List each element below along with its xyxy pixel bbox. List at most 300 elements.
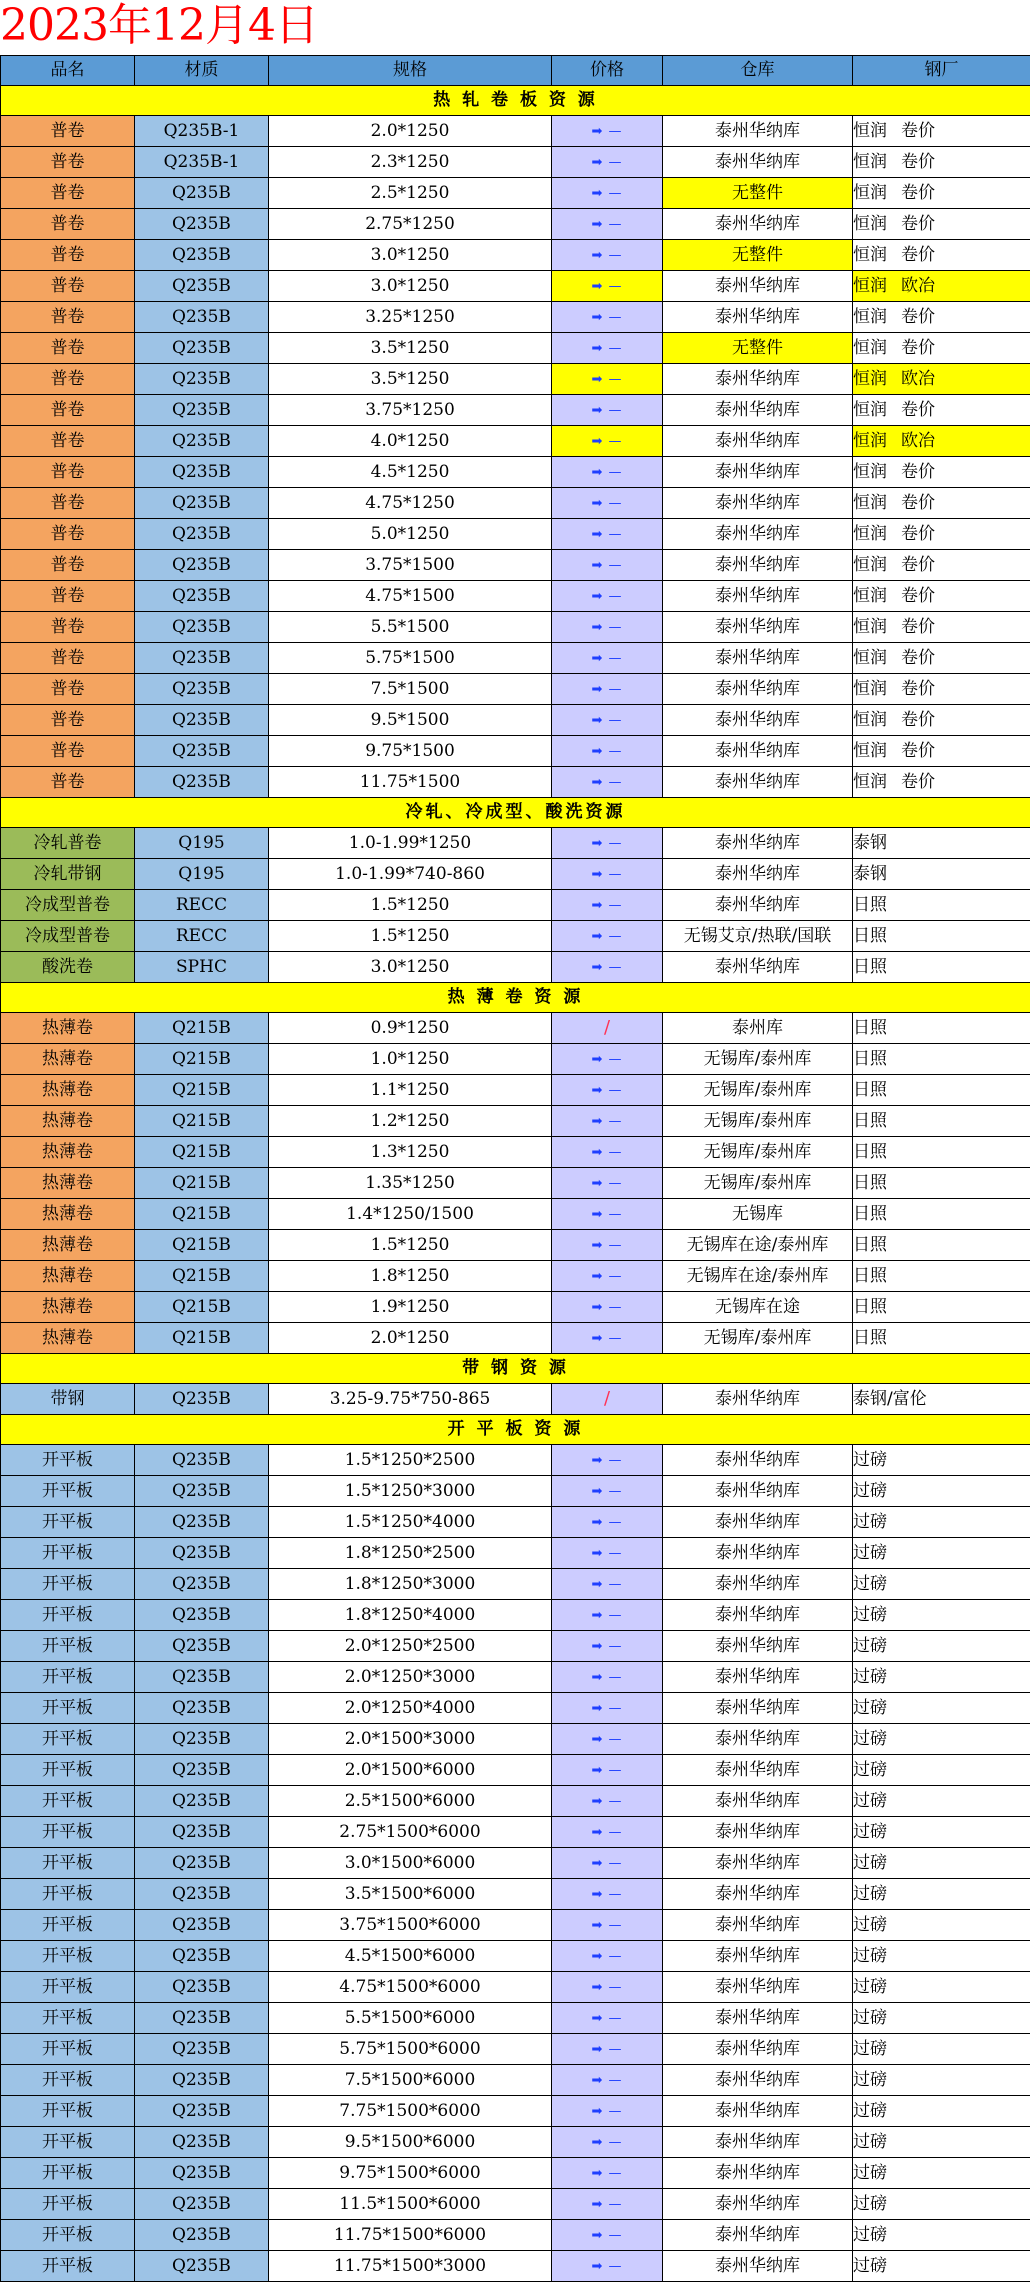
cell-spec: 1.8*1250*4000 xyxy=(269,1600,552,1631)
cell-price xyxy=(552,209,663,240)
mill-name: 恒润 xyxy=(853,244,887,265)
cell-warehouse: 泰州华纳库 xyxy=(663,209,853,240)
cell-mill xyxy=(853,2158,1030,2189)
section-title: 带 钢 资 源 xyxy=(1,1354,1030,1384)
cell-material: Q195 xyxy=(135,859,269,890)
table-row xyxy=(1,581,1030,612)
mill-name: 恒润 xyxy=(853,616,887,637)
mill-name: 恒润 xyxy=(853,182,887,203)
cell-product-name: 热薄卷 xyxy=(1,1168,135,1199)
arrow-right-icon: ➡ — xyxy=(591,1577,623,1592)
mill-name: 过磅 xyxy=(853,1728,887,1749)
cell-product-name: 开平板 xyxy=(1,1662,135,1693)
cell-material: Q215B xyxy=(135,1323,269,1354)
cell-warehouse: 泰州华纳库 xyxy=(663,2096,853,2127)
arrow-right-icon: ➡ — xyxy=(591,2259,623,2274)
arrow-right-icon: ➡ — xyxy=(591,960,623,975)
cell-product-name: 开平板 xyxy=(1,2158,135,2189)
header-row xyxy=(1,56,1030,86)
arrow-right-icon: ➡ — xyxy=(591,2228,623,2243)
cell-price xyxy=(552,1323,663,1354)
cell-product-name: 开平板 xyxy=(1,1507,135,1538)
cell-price xyxy=(552,1044,663,1075)
price-basis: 卷价 xyxy=(901,616,935,637)
cell-material: Q235B xyxy=(135,2220,269,2251)
cell-warehouse: 无锡库在途 xyxy=(663,1292,853,1323)
table-row xyxy=(1,116,1030,147)
price-basis: 卷价 xyxy=(901,337,935,358)
mill-name: 泰钢/富伦 xyxy=(853,1388,927,1409)
table-row xyxy=(1,1848,1030,1879)
mill-name: 过磅 xyxy=(853,1697,887,1718)
cell-price xyxy=(552,1230,663,1261)
cell-warehouse: 泰州华纳库 xyxy=(663,1786,853,1817)
price-basis: 卷价 xyxy=(901,492,935,513)
price-basis: 卷价 xyxy=(901,213,935,234)
cell-product-name: 开平板 xyxy=(1,1569,135,1600)
cell-spec: 2.0*1250*4000 xyxy=(269,1693,552,1724)
cell-mill xyxy=(853,1168,1030,1199)
cell-price xyxy=(552,178,663,209)
cell-spec: 3.75*1250 xyxy=(269,395,552,426)
table-row xyxy=(1,1445,1030,1476)
mill-name: 恒润 xyxy=(853,213,887,234)
cell-price xyxy=(552,240,663,271)
arrow-right-icon: ➡ — xyxy=(591,1484,623,1499)
cell-price xyxy=(552,736,663,767)
arrow-right-icon: ➡ — xyxy=(591,1856,623,1871)
cell-warehouse: 泰州华纳库 xyxy=(663,116,853,147)
cell-product-name: 普卷 xyxy=(1,705,135,736)
cell-spec: 11.5*1500*6000 xyxy=(269,2189,552,2220)
cell-price xyxy=(552,1476,663,1507)
cell-warehouse: 泰州华纳库 xyxy=(663,859,853,890)
mill-name: 恒润 xyxy=(853,554,887,575)
table-body xyxy=(1,56,1030,2282)
cell-mill xyxy=(853,457,1030,488)
cell-product-name: 酸洗卷 xyxy=(1,952,135,983)
cell-product-name: 开平板 xyxy=(1,1631,135,1662)
mill-name: 恒润 xyxy=(853,709,887,730)
arrow-right-icon: ➡ — xyxy=(591,1300,623,1315)
cell-mill xyxy=(853,674,1030,705)
cell-material: Q235B xyxy=(135,2003,269,2034)
table-row xyxy=(1,1137,1030,1168)
section-row xyxy=(1,1415,1030,1445)
arrow-right-icon: ➡ — xyxy=(591,1176,623,1191)
cell-warehouse: 无整件 xyxy=(663,240,853,271)
cell-mill xyxy=(853,519,1030,550)
arrow-right-icon: ➡ — xyxy=(591,682,623,697)
cell-price xyxy=(552,395,663,426)
arrow-right-icon: ➡ — xyxy=(591,124,623,139)
cell-warehouse: 泰州华纳库 xyxy=(663,1724,853,1755)
cell-material: Q235B xyxy=(135,1848,269,1879)
cell-mill xyxy=(853,2065,1030,2096)
cell-mill xyxy=(853,1879,1030,1910)
cell-price xyxy=(552,581,663,612)
cell-mill xyxy=(853,488,1030,519)
mill-name: 恒润 xyxy=(853,461,887,482)
mill-name: 过磅 xyxy=(853,2100,887,2121)
cell-warehouse: 泰州华纳库 xyxy=(663,2189,853,2220)
cell-price xyxy=(552,519,663,550)
header-cell-mill: 钢厂 xyxy=(853,56,1030,86)
cell-warehouse: 无锡库/泰州库 xyxy=(663,1044,853,1075)
mill-name: 恒润 xyxy=(853,585,887,606)
cell-price xyxy=(552,1941,663,1972)
cell-price xyxy=(552,1292,663,1323)
cell-mill xyxy=(853,2003,1030,2034)
cell-material: Q235B xyxy=(135,1972,269,2003)
cell-spec: 3.0*1250 xyxy=(269,271,552,302)
arrow-right-icon: ➡ — xyxy=(591,1052,623,1067)
cell-material: Q235B xyxy=(135,1786,269,1817)
cell-spec: 4.5*1500*6000 xyxy=(269,1941,552,1972)
mill-name: 过磅 xyxy=(853,2255,887,2276)
cell-spec: 7.75*1500*6000 xyxy=(269,2096,552,2127)
mill-name: 日照 xyxy=(853,1203,887,1224)
cell-spec: 1.2*1250 xyxy=(269,1106,552,1137)
table-row xyxy=(1,1323,1030,1354)
cell-price xyxy=(552,1693,663,1724)
cell-material: Q235B xyxy=(135,1941,269,1972)
table-row xyxy=(1,302,1030,333)
cell-mill xyxy=(853,1848,1030,1879)
mill-name: 泰钢 xyxy=(853,863,887,884)
cell-spec: 1.8*1250*2500 xyxy=(269,1538,552,1569)
cell-warehouse: 泰州华纳库 xyxy=(663,1538,853,1569)
mill-name: 日照 xyxy=(853,1141,887,1162)
cell-spec: 1.35*1250 xyxy=(269,1168,552,1199)
table-row xyxy=(1,921,1030,952)
arrow-right-icon: ➡ — xyxy=(591,2073,623,2088)
price-basis: 卷价 xyxy=(901,740,935,761)
table-row xyxy=(1,2251,1030,2282)
cell-warehouse: 泰州华纳库 xyxy=(663,2003,853,2034)
cell-spec: 11.75*1500*3000 xyxy=(269,2251,552,2282)
cell-spec: 3.5*1250 xyxy=(269,364,552,395)
cell-mill xyxy=(853,2034,1030,2065)
cell-product-name: 普卷 xyxy=(1,519,135,550)
price-table xyxy=(0,55,1030,2282)
cell-warehouse: 泰州华纳库 xyxy=(663,364,853,395)
cell-price xyxy=(552,2034,663,2065)
mill-name: 过磅 xyxy=(853,2007,887,2028)
mill-name: 过磅 xyxy=(853,2131,887,2152)
cell-material: Q235B xyxy=(135,1631,269,1662)
cell-material: Q235B xyxy=(135,488,269,519)
cell-warehouse: 泰州华纳库 xyxy=(663,1569,853,1600)
price-basis: 卷价 xyxy=(901,151,935,172)
cell-spec: 3.25*1250 xyxy=(269,302,552,333)
cell-price xyxy=(552,1631,663,1662)
cell-spec: 1.1*1250 xyxy=(269,1075,552,1106)
cell-product-name: 热薄卷 xyxy=(1,1044,135,1075)
slash-icon: / xyxy=(603,1388,611,1409)
cell-mill xyxy=(853,2220,1030,2251)
cell-product-name: 开平板 xyxy=(1,2065,135,2096)
cell-spec: 4.0*1250 xyxy=(269,426,552,457)
price-basis: 欧冶 xyxy=(901,275,935,296)
cell-product-name: 普卷 xyxy=(1,767,135,798)
cell-spec: 2.0*1500*6000 xyxy=(269,1755,552,1786)
arrow-right-icon: ➡ — xyxy=(591,2135,623,2150)
cell-spec: 2.75*1250 xyxy=(269,209,552,240)
cell-material: Q235B xyxy=(135,1755,269,1786)
cell-mill xyxy=(853,1292,1030,1323)
mill-name: 过磅 xyxy=(853,1666,887,1687)
table-row xyxy=(1,1292,1030,1323)
cell-mill xyxy=(853,1384,1030,1415)
table-row xyxy=(1,643,1030,674)
arrow-right-icon: ➡ — xyxy=(591,2011,623,2026)
arrow-right-icon: ➡ — xyxy=(591,155,623,170)
price-basis: 卷价 xyxy=(901,306,935,327)
section-title: 冷轧、冷成型、酸洗资源 xyxy=(1,798,1030,828)
price-basis: 卷价 xyxy=(901,120,935,141)
slash-icon: / xyxy=(603,1017,611,1038)
cell-mill xyxy=(853,1662,1030,1693)
arrow-right-icon: ➡ — xyxy=(591,434,623,449)
table-row xyxy=(1,736,1030,767)
cell-price xyxy=(552,1972,663,2003)
table-row xyxy=(1,1569,1030,1600)
cell-warehouse: 无锡库/泰州库 xyxy=(663,1168,853,1199)
cell-product-name: 普卷 xyxy=(1,271,135,302)
cell-spec: 1.8*1250*3000 xyxy=(269,1569,552,1600)
cell-material: Q235B xyxy=(135,612,269,643)
table-row xyxy=(1,395,1030,426)
cell-price xyxy=(552,1384,663,1415)
mill-name: 过磅 xyxy=(853,1511,887,1532)
cell-warehouse: 泰州华纳库 xyxy=(663,1817,853,1848)
cell-warehouse: 泰州华纳库 xyxy=(663,1693,853,1724)
cell-product-name: 热薄卷 xyxy=(1,1013,135,1044)
cell-mill xyxy=(853,1600,1030,1631)
table-row xyxy=(1,1507,1030,1538)
cell-mill xyxy=(853,1137,1030,1168)
cell-material: Q195 xyxy=(135,828,269,859)
cell-warehouse: 泰州华纳库 xyxy=(663,2127,853,2158)
cell-warehouse: 泰州华纳库 xyxy=(663,1879,853,1910)
price-basis: 卷价 xyxy=(901,647,935,668)
cell-price xyxy=(552,1879,663,1910)
cell-price xyxy=(552,1106,663,1137)
cell-price xyxy=(552,457,663,488)
cell-price xyxy=(552,952,663,983)
cell-price xyxy=(552,1817,663,1848)
section-title: 热 轧 卷 板 资 源 xyxy=(1,86,1030,116)
table-row xyxy=(1,2127,1030,2158)
cell-material: Q235B xyxy=(135,2034,269,2065)
cell-price xyxy=(552,550,663,581)
arrow-right-icon: ➡ — xyxy=(591,1083,623,1098)
section-title: 开 平 板 资 源 xyxy=(1,1415,1030,1445)
cell-product-name: 开平板 xyxy=(1,2127,135,2158)
cell-product-name: 开平板 xyxy=(1,1600,135,1631)
price-basis: 卷价 xyxy=(901,554,935,575)
cell-product-name: 普卷 xyxy=(1,457,135,488)
cell-product-name: 开平板 xyxy=(1,1476,135,1507)
cell-mill xyxy=(853,643,1030,674)
cell-product-name: 开平板 xyxy=(1,1755,135,1786)
cell-material: Q235B xyxy=(135,2251,269,2282)
cell-mill xyxy=(853,1724,1030,1755)
cell-spec: 2.3*1250 xyxy=(269,147,552,178)
mill-name: 过磅 xyxy=(853,1852,887,1873)
cell-price xyxy=(552,1168,663,1199)
cell-warehouse: 泰州华纳库 xyxy=(663,2251,853,2282)
cell-material: Q215B xyxy=(135,1137,269,1168)
cell-material: Q215B xyxy=(135,1168,269,1199)
cell-product-name: 热薄卷 xyxy=(1,1075,135,1106)
cell-mill xyxy=(853,1261,1030,1292)
table-row xyxy=(1,1168,1030,1199)
arrow-right-icon: ➡ — xyxy=(591,310,623,325)
page-title: 2023年12月4日 xyxy=(0,0,318,51)
arrow-right-icon: ➡ — xyxy=(591,2166,623,2181)
mill-name: 日照 xyxy=(853,1079,887,1100)
arrow-right-icon: ➡ — xyxy=(591,279,623,294)
cell-material: Q235B xyxy=(135,1662,269,1693)
cell-spec: 1.0-1.99*740-860 xyxy=(269,859,552,890)
cell-product-name: 开平板 xyxy=(1,1724,135,1755)
header-cell-material: 材质 xyxy=(135,56,269,86)
cell-mill xyxy=(853,890,1030,921)
mill-name: 过磅 xyxy=(853,1542,887,1563)
mill-name: 日照 xyxy=(853,1265,887,1286)
cell-mill xyxy=(853,426,1030,457)
table-row xyxy=(1,333,1030,364)
cell-price xyxy=(552,1137,663,1168)
mill-name: 过磅 xyxy=(853,1914,887,1935)
table-row xyxy=(1,2096,1030,2127)
cell-price xyxy=(552,271,663,302)
cell-material: Q235B xyxy=(135,1538,269,1569)
cell-price xyxy=(552,2003,663,2034)
table-row xyxy=(1,178,1030,209)
cell-product-name: 开平板 xyxy=(1,1848,135,1879)
table-row xyxy=(1,519,1030,550)
cell-material: Q235B xyxy=(135,1384,269,1415)
cell-material: Q235B xyxy=(135,457,269,488)
cell-product-name: 热薄卷 xyxy=(1,1137,135,1168)
arrow-right-icon: ➡ — xyxy=(591,1269,623,1284)
arrow-right-icon: ➡ — xyxy=(591,558,623,573)
section-row xyxy=(1,983,1030,1013)
mill-name: 过磅 xyxy=(853,1883,887,1904)
mill-name: 日照 xyxy=(853,1234,887,1255)
table-row xyxy=(1,1631,1030,1662)
mill-name: 日照 xyxy=(853,956,887,977)
table-row xyxy=(1,1384,1030,1415)
arrow-right-icon: ➡ — xyxy=(591,1763,623,1778)
cell-price xyxy=(552,1724,663,1755)
cell-material: Q235B xyxy=(135,1879,269,1910)
mill-name: 过磅 xyxy=(853,1573,887,1594)
price-basis: 卷价 xyxy=(901,709,935,730)
section-row xyxy=(1,1354,1030,1384)
cell-warehouse: 泰州华纳库 xyxy=(663,2220,853,2251)
arrow-right-icon: ➡ — xyxy=(591,1608,623,1623)
table-row xyxy=(1,1972,1030,2003)
cell-product-name: 普卷 xyxy=(1,333,135,364)
cell-spec: 2.5*1500*6000 xyxy=(269,1786,552,1817)
cell-product-name: 普卷 xyxy=(1,581,135,612)
cell-mill xyxy=(853,1476,1030,1507)
mill-name: 恒润 xyxy=(853,399,887,420)
cell-mill xyxy=(853,1507,1030,1538)
cell-mill xyxy=(853,1013,1030,1044)
arrow-right-icon: ➡ — xyxy=(591,620,623,635)
mill-name: 恒润 xyxy=(853,368,887,389)
table-row xyxy=(1,147,1030,178)
arrow-right-icon: ➡ — xyxy=(591,1918,623,1933)
cell-warehouse: 无锡库在途/泰州库 xyxy=(663,1230,853,1261)
cell-product-name: 冷轧带钢 xyxy=(1,859,135,890)
cell-material: Q215B xyxy=(135,1199,269,1230)
mill-name: 恒润 xyxy=(853,306,887,327)
arrow-right-icon: ➡ — xyxy=(591,1238,623,1253)
cell-warehouse: 泰州华纳库 xyxy=(663,736,853,767)
mill-name: 恒润 xyxy=(853,740,887,761)
cell-material: Q235B xyxy=(135,1569,269,1600)
cell-price xyxy=(552,767,663,798)
cell-mill xyxy=(853,1941,1030,1972)
cell-spec: 1.0*1250 xyxy=(269,1044,552,1075)
cell-mill xyxy=(853,209,1030,240)
cell-spec: 11.75*1500 xyxy=(269,767,552,798)
cell-price xyxy=(552,1662,663,1693)
table-row xyxy=(1,426,1030,457)
cell-price xyxy=(552,426,663,457)
cell-product-name: 开平板 xyxy=(1,2189,135,2220)
mill-name: 过磅 xyxy=(853,1790,887,1811)
cell-material: Q235B xyxy=(135,2127,269,2158)
table-row xyxy=(1,1910,1030,1941)
header-cell-spec: 规格 xyxy=(269,56,552,86)
mill-name: 日照 xyxy=(853,1327,887,1348)
table-row xyxy=(1,674,1030,705)
cell-spec: 1.5*1250*3000 xyxy=(269,1476,552,1507)
mill-name: 恒润 xyxy=(853,492,887,513)
cell-product-name: 冷成型普卷 xyxy=(1,890,135,921)
mill-name: 过磅 xyxy=(853,2038,887,2059)
cell-price xyxy=(552,859,663,890)
cell-product-name: 普卷 xyxy=(1,178,135,209)
cell-product-name: 开平板 xyxy=(1,1538,135,1569)
price-basis: 卷价 xyxy=(901,771,935,792)
mill-name: 日照 xyxy=(853,1172,887,1193)
cell-price xyxy=(552,674,663,705)
cell-price xyxy=(552,2189,663,2220)
cell-material: Q235B xyxy=(135,209,269,240)
table-row xyxy=(1,705,1030,736)
table-row xyxy=(1,1662,1030,1693)
arrow-right-icon: ➡ — xyxy=(591,2042,623,2057)
cell-product-name: 开平板 xyxy=(1,1786,135,1817)
mill-name: 恒润 xyxy=(853,275,887,296)
mill-name: 过磅 xyxy=(853,2069,887,2090)
cell-price xyxy=(552,116,663,147)
cell-mill xyxy=(853,1693,1030,1724)
cell-warehouse: 泰州华纳库 xyxy=(663,674,853,705)
cell-material: Q235B xyxy=(135,395,269,426)
arrow-right-icon: ➡ — xyxy=(591,1701,623,1716)
arrow-right-icon: ➡ — xyxy=(591,1207,623,1222)
section-row xyxy=(1,798,1030,828)
